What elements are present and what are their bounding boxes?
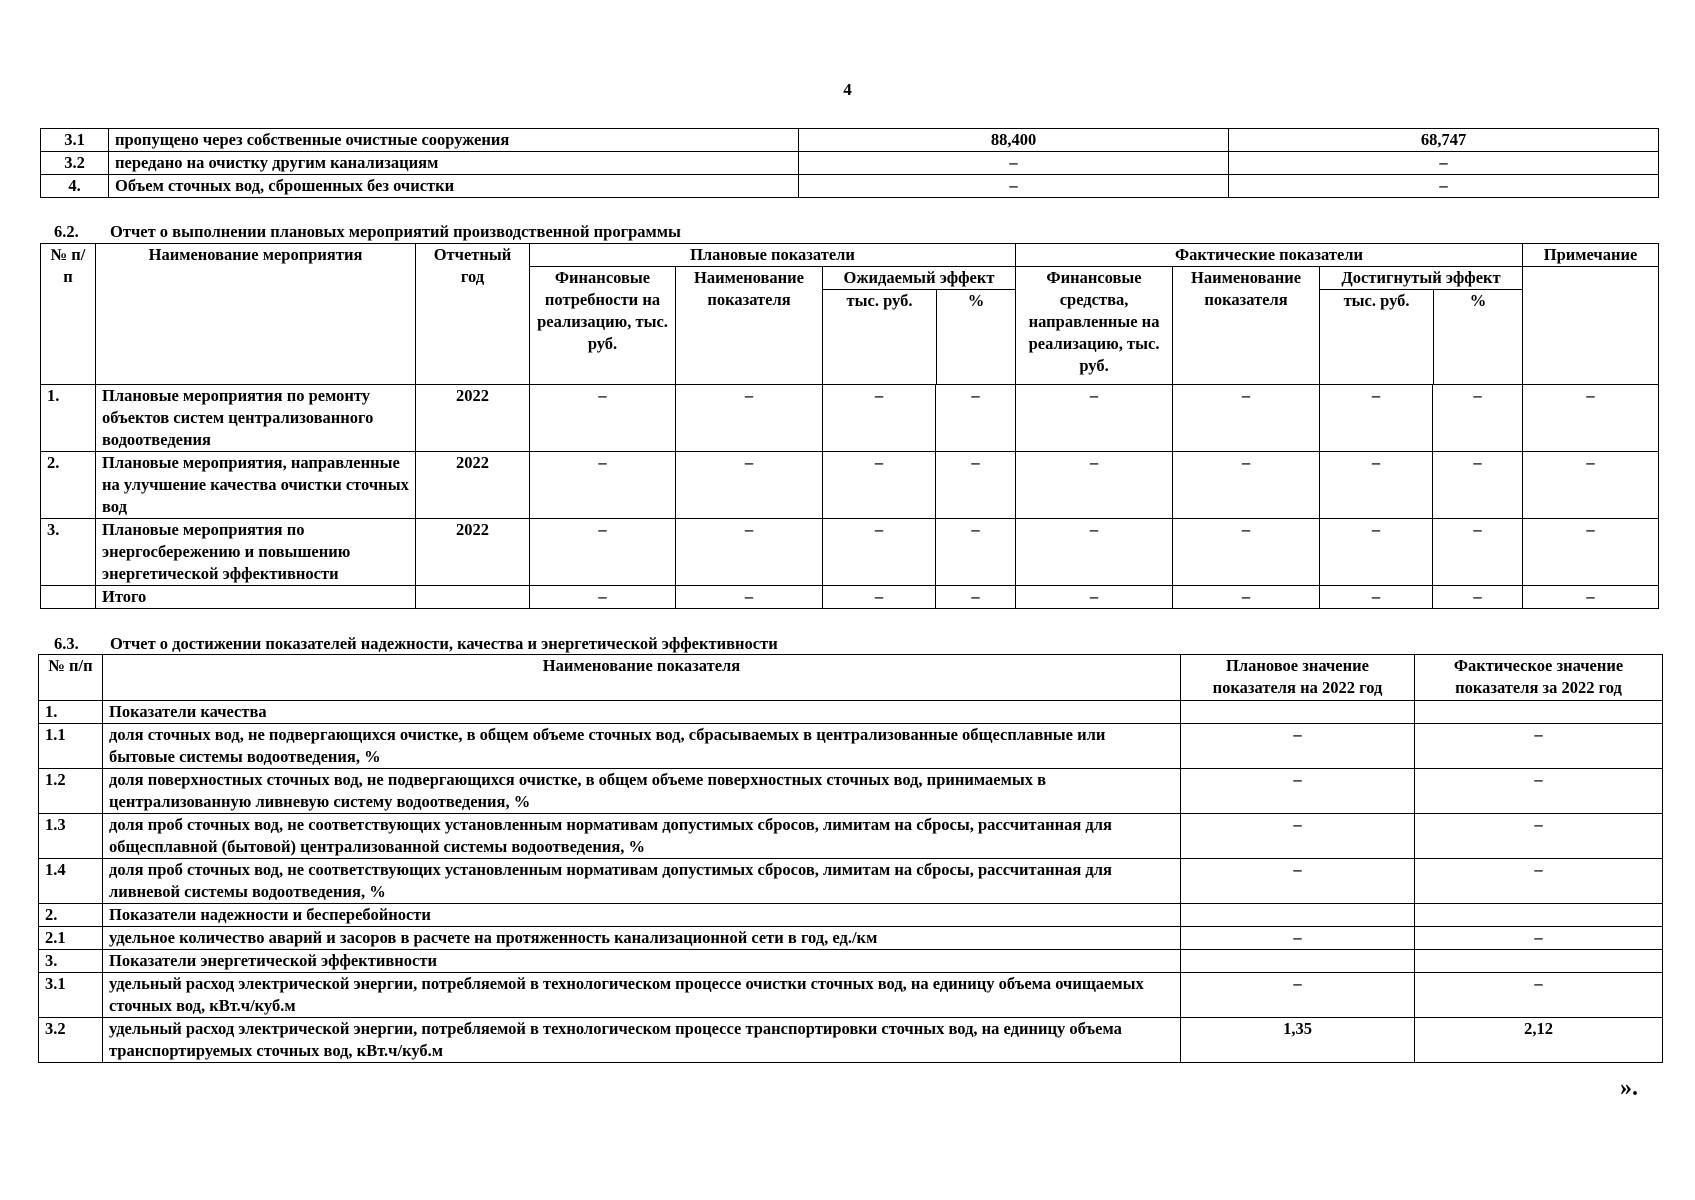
cell-7: –: [1016, 385, 1173, 452]
table-row: [39, 769, 1663, 814]
row-planned: –: [1181, 927, 1415, 950]
cell-8: –: [1173, 519, 1320, 586]
row-actual: –: [1415, 973, 1663, 1018]
header-activity-name: Наименование мероприятия: [96, 244, 416, 385]
row-name: передано на очистку другим канализациям: [109, 152, 799, 175]
header-planned: Плановые показатели: [530, 244, 1016, 267]
header-actual: Фактические показатели: [1016, 244, 1523, 267]
cell-0: 2.: [41, 452, 96, 519]
section-6-2-title: [54, 222, 681, 242]
closing-quote: ».: [1620, 1075, 1638, 1101]
header-expected-effect: [823, 267, 1016, 385]
row-name: удельное количество аварий и засоров в расчете на протяженность канализационной сети в год, ед./км: [103, 927, 1181, 950]
cell-9: –: [1320, 586, 1433, 609]
cell-7: –: [1016, 519, 1173, 586]
row-planned: –: [1181, 859, 1415, 904]
row-actual: –: [1229, 152, 1659, 175]
cell-10: –: [1433, 519, 1523, 586]
row-actual: –: [1415, 814, 1663, 859]
table-row: [41, 452, 1659, 519]
table-row: [39, 904, 1663, 927]
header-achieved-effect: [1320, 267, 1523, 385]
row-num: 4.: [41, 175, 109, 198]
table-row: [39, 859, 1663, 904]
cell-1: Плановые мероприятия, направленные на улучшение качества очистки сточных вод: [96, 452, 416, 519]
cell-11: –: [1523, 519, 1659, 586]
section-title-text: Отчет о достижении показателей надежности, качества и энергетической эффективности: [110, 634, 778, 653]
row-name: Показатели энергетической эффективности: [103, 950, 1181, 973]
table-row: [39, 973, 1663, 1018]
cell-2: 2022: [416, 452, 530, 519]
row-actual: 68,747: [1229, 129, 1659, 152]
cell-11: –: [1523, 385, 1659, 452]
row-planned: [1181, 701, 1415, 724]
cell-4: –: [676, 519, 823, 586]
row-name: Показатели надежности и бесперебойности: [103, 904, 1181, 927]
achieved-thous-rub: тыс. руб.: [1320, 290, 1434, 384]
row-actual: –: [1415, 927, 1663, 950]
header-num: № п/п: [39, 655, 103, 701]
table-row: [39, 724, 1663, 769]
cell-4: –: [676, 385, 823, 452]
cell-4: –: [676, 586, 823, 609]
row-num: 3.2: [41, 152, 109, 175]
section-number: 6.2.: [54, 222, 79, 241]
section-title-text: Отчет о выполнении плановых мероприятий производственной программы: [110, 222, 681, 241]
row-planned: –: [1181, 973, 1415, 1018]
cell-10: –: [1433, 586, 1523, 609]
row-name: Объем сточных вод, сброшенных без очистки: [109, 175, 799, 198]
cell-1: Плановые мероприятия по ремонту объектов систем централизованного водоотведения: [96, 385, 416, 452]
row-actual: [1415, 904, 1663, 927]
row-planned: –: [799, 175, 1229, 198]
row-planned: –: [1181, 724, 1415, 769]
cell-11: –: [1523, 586, 1659, 609]
cell-2: [416, 586, 530, 609]
header-planned-value: Плановое значение показателя на 2022 год: [1181, 655, 1415, 701]
row-name: доля поверхностных сточных вод, не подвергающихся очистке, в общем объеме поверхностных сточных вод, принимаемых в централизованную ливневую систему водоотведения, %: [103, 769, 1181, 814]
row-planned: –: [1181, 814, 1415, 859]
cell-5: –: [823, 586, 936, 609]
cell-3: –: [530, 385, 676, 452]
header-note: Примечание: [1523, 244, 1659, 267]
row-num: 1.1: [39, 724, 103, 769]
cell-6: –: [936, 519, 1016, 586]
row-num: 3.1: [39, 973, 103, 1018]
row-planned: 1,35: [1181, 1018, 1415, 1063]
row-num: 3.2: [39, 1018, 103, 1063]
row-actual: 2,12: [1415, 1018, 1663, 1063]
row-actual: –: [1229, 175, 1659, 198]
table-row: [39, 927, 1663, 950]
row-num: 1.2: [39, 769, 103, 814]
row-actual: –: [1415, 859, 1663, 904]
cell-0: 1.: [41, 385, 96, 452]
expected-effect-label: Ожидаемый эффект: [823, 267, 1015, 290]
row-num: 1.3: [39, 814, 103, 859]
page-number: 4: [843, 80, 852, 99]
cell-8: –: [1173, 452, 1320, 519]
row-planned: 88,400: [799, 129, 1229, 152]
row-planned: [1181, 950, 1415, 973]
cell-11: –: [1523, 452, 1659, 519]
achieved-effect-label: Достигнутый эффект: [1320, 267, 1522, 290]
row-num: 3.1: [41, 129, 109, 152]
cell-4: –: [676, 452, 823, 519]
table-planned-activities: [40, 243, 1659, 609]
row-name: доля проб сточных вод, не соответствующих установленным нормативам допустимых сбросов, лимитам на сбросы, рассчитанная для общесплавной (бытовой) централизованной системы водоотведения, %: [103, 814, 1181, 859]
row-planned: [1181, 904, 1415, 927]
header-indicator-name-2: Наименование показателя: [1173, 267, 1320, 385]
header-fin-spent: Финансовые средства, направленные на реализацию, тыс. руб.: [1016, 267, 1173, 385]
header-actual-value: Фактическое значение показателя за 2022 год: [1415, 655, 1663, 701]
cell-1: Плановые мероприятия по энергосбережению и повышению энергетической эффективности: [96, 519, 416, 586]
cell-3: –: [530, 586, 676, 609]
cell-6: –: [936, 385, 1016, 452]
row-actual: –: [1415, 769, 1663, 814]
table-wastewater-volume: [40, 128, 1659, 198]
row-name: доля сточных вод, не подвергающихся очистке, в общем объеме сточных вод, сбрасываемых в централизованные общесплавные или бытовые системы водоотведения, %: [103, 724, 1181, 769]
header-note-empty: [1523, 267, 1659, 385]
cell-0: [41, 586, 96, 609]
row-planned: –: [799, 152, 1229, 175]
row-num: 2.1: [39, 927, 103, 950]
cell-5: –: [823, 452, 936, 519]
section-6-3-title: [54, 634, 778, 654]
cell-9: –: [1320, 452, 1433, 519]
header-report-year: Отчетный год: [416, 244, 530, 385]
cell-7: –: [1016, 452, 1173, 519]
table-row: [39, 701, 1663, 724]
table-row: [41, 152, 1659, 175]
table-row: [41, 519, 1659, 586]
table-row: [39, 950, 1663, 973]
row-name: Показатели качества: [103, 701, 1181, 724]
table-row: [41, 129, 1659, 152]
cell-5: –: [823, 385, 936, 452]
cell-9: –: [1320, 385, 1433, 452]
cell-5: –: [823, 519, 936, 586]
cell-6: –: [936, 452, 1016, 519]
header-fin-needs: Финансовые потребности на реализацию, тыс. руб.: [530, 267, 676, 385]
cell-0: 3.: [41, 519, 96, 586]
cell-7: –: [1016, 586, 1173, 609]
cell-2: 2022: [416, 519, 530, 586]
header-num: № п/п: [41, 244, 96, 385]
row-actual: –: [1415, 724, 1663, 769]
cell-1: Итого: [96, 586, 416, 609]
expected-percent: %: [967, 291, 985, 310]
row-name: пропущено через собственные очистные сооружения: [109, 129, 799, 152]
cell-6: –: [936, 586, 1016, 609]
table-row: [41, 385, 1659, 452]
cell-3: –: [530, 519, 676, 586]
table-row: [39, 1018, 1663, 1063]
header-indicator-name: Наименование показателя: [676, 267, 823, 385]
cell-10: –: [1433, 452, 1523, 519]
row-name: удельный расход электрической энергии, потребляемой в технологическом процессе транспортировки сточных вод, на единицу объема транспортируемых сточных вод, кВт.ч/куб.м: [103, 1018, 1181, 1063]
cell-9: –: [1320, 519, 1433, 586]
achieved-percent: %: [1469, 291, 1487, 310]
table-row: [39, 814, 1663, 859]
row-num: 2.: [39, 904, 103, 927]
row-num: 3.: [39, 950, 103, 973]
row-name: удельный расход электрической энергии, потребляемой в технологическом процессе очистки сточных вод, на единицу объема очищаемых сточных вод, кВт.ч/куб.м: [103, 973, 1181, 1018]
cell-8: –: [1173, 586, 1320, 609]
row-num: 1.: [39, 701, 103, 724]
cell-10: –: [1433, 385, 1523, 452]
cell-3: –: [530, 452, 676, 519]
row-num: 1.4: [39, 859, 103, 904]
table-reliability-indicators: [38, 654, 1663, 1063]
cell-8: –: [1173, 385, 1320, 452]
header-indicator-name: Наименование показателя: [103, 655, 1181, 701]
section-number: 6.3.: [54, 634, 79, 653]
row-actual: [1415, 701, 1663, 724]
row-actual: [1415, 950, 1663, 973]
expected-thous-rub: тыс. руб.: [823, 290, 937, 384]
table-row: [41, 175, 1659, 198]
row-name: доля проб сточных вод, не соответствующих установленным нормативам допустимых сбросов, лимитам на сбросы, рассчитанная для ливневой системы водоотведения, %: [103, 859, 1181, 904]
cell-2: 2022: [416, 385, 530, 452]
table-row: [41, 586, 1659, 609]
row-planned: –: [1181, 769, 1415, 814]
